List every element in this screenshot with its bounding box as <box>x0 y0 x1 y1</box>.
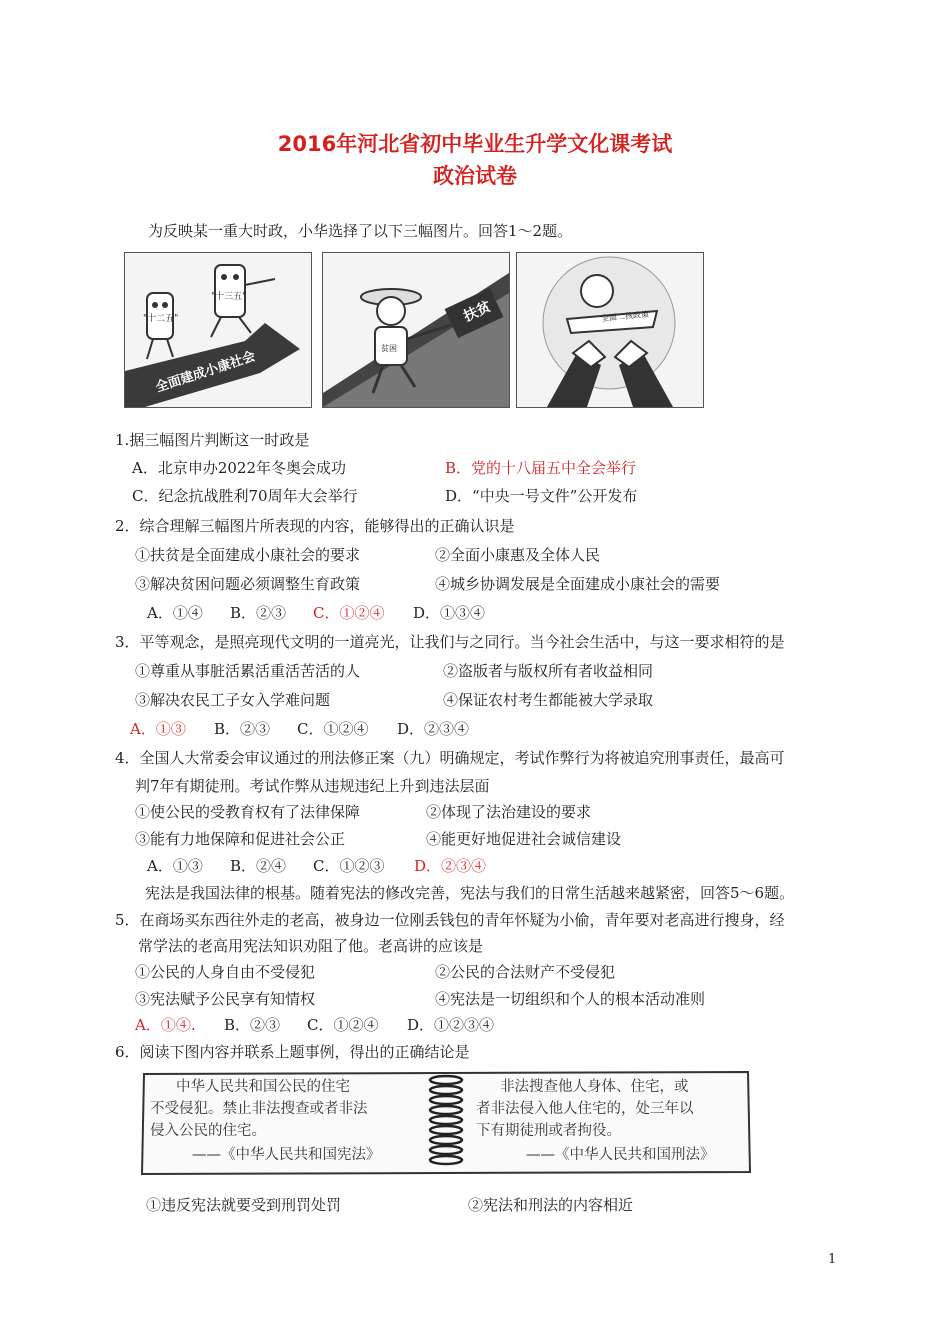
constitution-source: ——《中华人民共和国宪法》 <box>192 1147 381 1163</box>
q2-stem: 2．综合理解三幅图片所表现的内容，能够得出的正确认识是 <box>115 517 515 535</box>
cartoon-panel-erhai <box>516 252 704 408</box>
arrow-label-xiaokang: 全面建成小康社会 <box>153 349 258 396</box>
q2-statement-3: ③解决贫困问题必须调整生育政策 <box>135 575 361 593</box>
q5-option-b: B．②③ <box>224 1016 281 1034</box>
q6-stem: 6．阅读下图内容并联系上题事例，得出的正确结论是 <box>115 1043 470 1061</box>
q3-option-b: B．②③ <box>214 720 271 738</box>
q5-stem-line2: 常学法的老高用宪法知识劝阻了他。老高讲的应该是 <box>138 937 484 955</box>
tag-12th-plan: "十二五" <box>143 314 179 324</box>
page-number: 1 <box>828 1252 837 1267</box>
criminal-law-line-1: 非法搜查他人身体、住宅，或 <box>500 1079 689 1095</box>
page-subtitle: 政治试卷 <box>433 164 517 188</box>
q3-option-d: D．②③④ <box>397 720 470 738</box>
law-quote-figure <box>140 1068 752 1176</box>
two-child-policy-label: 全面二孩政策 <box>600 309 650 324</box>
q1-option-b: B．党的十八届五中全会举行 <box>445 459 637 477</box>
q3-statement-2: ②盗版者与版权所有者收益相同 <box>443 662 654 680</box>
q2-statement-4: ④城乡协调发展是全面建成小康社会的需要 <box>435 575 721 593</box>
q5-statement-2: ②公民的合法财产不受侵犯 <box>435 963 616 981</box>
criminal-law-line-3: 下有期徒刑或者拘役。 <box>476 1123 621 1139</box>
constitution-line-2: 不受侵犯。禁止非法搜查或者非法 <box>150 1101 368 1117</box>
q5-option-c: C．①②④ <box>307 1016 379 1034</box>
q4-option-a: A．①③ <box>147 857 203 875</box>
q5-statement-3: ③宪法赋予公民享有知情权 <box>135 990 316 1008</box>
intro-text: 为反映某一重大时政，小华选择了以下三幅图片。回答1～2题。 <box>148 222 573 240</box>
q2-option-d: D．①③④ <box>413 604 486 622</box>
q4-statement-3: ③能有力地保障和促进社会公正 <box>135 830 346 848</box>
constitution-line-3: 侵入公民的住宅。 <box>150 1123 266 1139</box>
q4-statement-4: ④能更好地促进社会诚信建设 <box>426 830 622 848</box>
q1-option-c: C．纪念抗战胜利70周年大会举行 <box>132 487 358 505</box>
q1-option-d: D．“中央一号文件”公开发布 <box>445 487 638 505</box>
q3-option-c: C．①②④ <box>297 720 369 738</box>
q1-option-a: A．北京申办2022年冬奥会成功 <box>132 459 347 477</box>
tag-13th-plan: "十三五" <box>211 292 247 302</box>
cartoon-panel-fupin <box>322 252 510 408</box>
q4-stem-line2: 判7年有期徒刑。考试作弊从违规违纪上升到违法层面 <box>135 777 490 795</box>
cartoon-erhai-illustration <box>517 253 703 407</box>
q5-statement-1: ①公民的人身自由不受侵犯 <box>135 963 316 981</box>
q3-statement-4: ④保证农村考生都能被大学录取 <box>443 691 654 709</box>
q2-option-b: B．②③ <box>230 604 287 622</box>
cartoon-xiaokang-illustration <box>125 253 311 407</box>
q2-statement-1: ①扶贫是全面建成小康社会的要求 <box>135 546 361 564</box>
page-title: 2016年河北省初中毕业生升学文化课考试 <box>277 132 673 156</box>
q6-statement-2: ②宪法和刑法的内容相近 <box>468 1196 634 1214</box>
q5-option-a: A．①④. <box>135 1016 196 1034</box>
q3-statement-3: ③解决农民工子女入学难问题 <box>135 691 331 709</box>
cartoon-panel-xiaokang <box>124 252 312 408</box>
q3-option-a: A．①③ <box>130 720 186 738</box>
q4-option-c: C．①②③ <box>313 857 385 875</box>
q4-statement-1: ①使公民的受教育权有了法律保障 <box>135 803 361 821</box>
q1-stem: 1.据三幅图片判断这一时政是 <box>115 431 310 449</box>
constitution-line-1: 中华人民共和国公民的住宅 <box>176 1079 350 1095</box>
q5-stem-line1: 5．在商场买东西往外走的老高，被身边一位刚丢钱包的青年怀疑为小偷，青年要对老高进行搜身，经 <box>115 911 785 929</box>
q2-option-a: A．①④ <box>147 604 203 622</box>
q5-statement-4: ④宪法是一切组织和个人的根本活动准则 <box>435 990 706 1008</box>
q4-option-d: D．②③④ <box>414 857 487 875</box>
intro2-text: 宪法是我国法律的根基。随着宪法的修改完善，宪法与我们的日常生活越来越紧密，回答5～6题。 <box>145 884 795 902</box>
cartoon-fupin-illustration <box>323 253 509 407</box>
q4-stem-line1: 4．全国人大常委会审议通过的刑法修正案（九）明确规定，考试作弊行为将被追究刑事责任，最高可 <box>115 749 785 767</box>
q3-statement-1: ①尊重从事脏活累活重活苦活的人 <box>135 662 361 680</box>
q4-statement-2: ②体现了法治建设的要求 <box>426 803 592 821</box>
q4-option-b: B．②④ <box>230 857 287 875</box>
q3-stem: 3．平等观念，是照亮现代文明的一道亮光，让我们与之同行。当今社会生活中，与这一要求相符的是 <box>115 633 785 651</box>
q5-option-d: D．①②③④ <box>407 1016 495 1034</box>
criminal-law-source: ——《中华人民共和国刑法》 <box>526 1147 715 1163</box>
criminal-law-line-2: 者非法侵入他人住宅的，处三年以 <box>476 1101 694 1117</box>
q2-statement-2: ②全面小康惠及全体人民 <box>435 546 601 564</box>
poverty-relief-label: 扶贫 <box>461 298 494 326</box>
q2-option-c: C．①②④ <box>313 604 385 622</box>
farmer-badge: 贫困 <box>381 344 397 353</box>
q6-statement-1: ①违反宪法就要受到刑罚处罚 <box>146 1196 342 1214</box>
